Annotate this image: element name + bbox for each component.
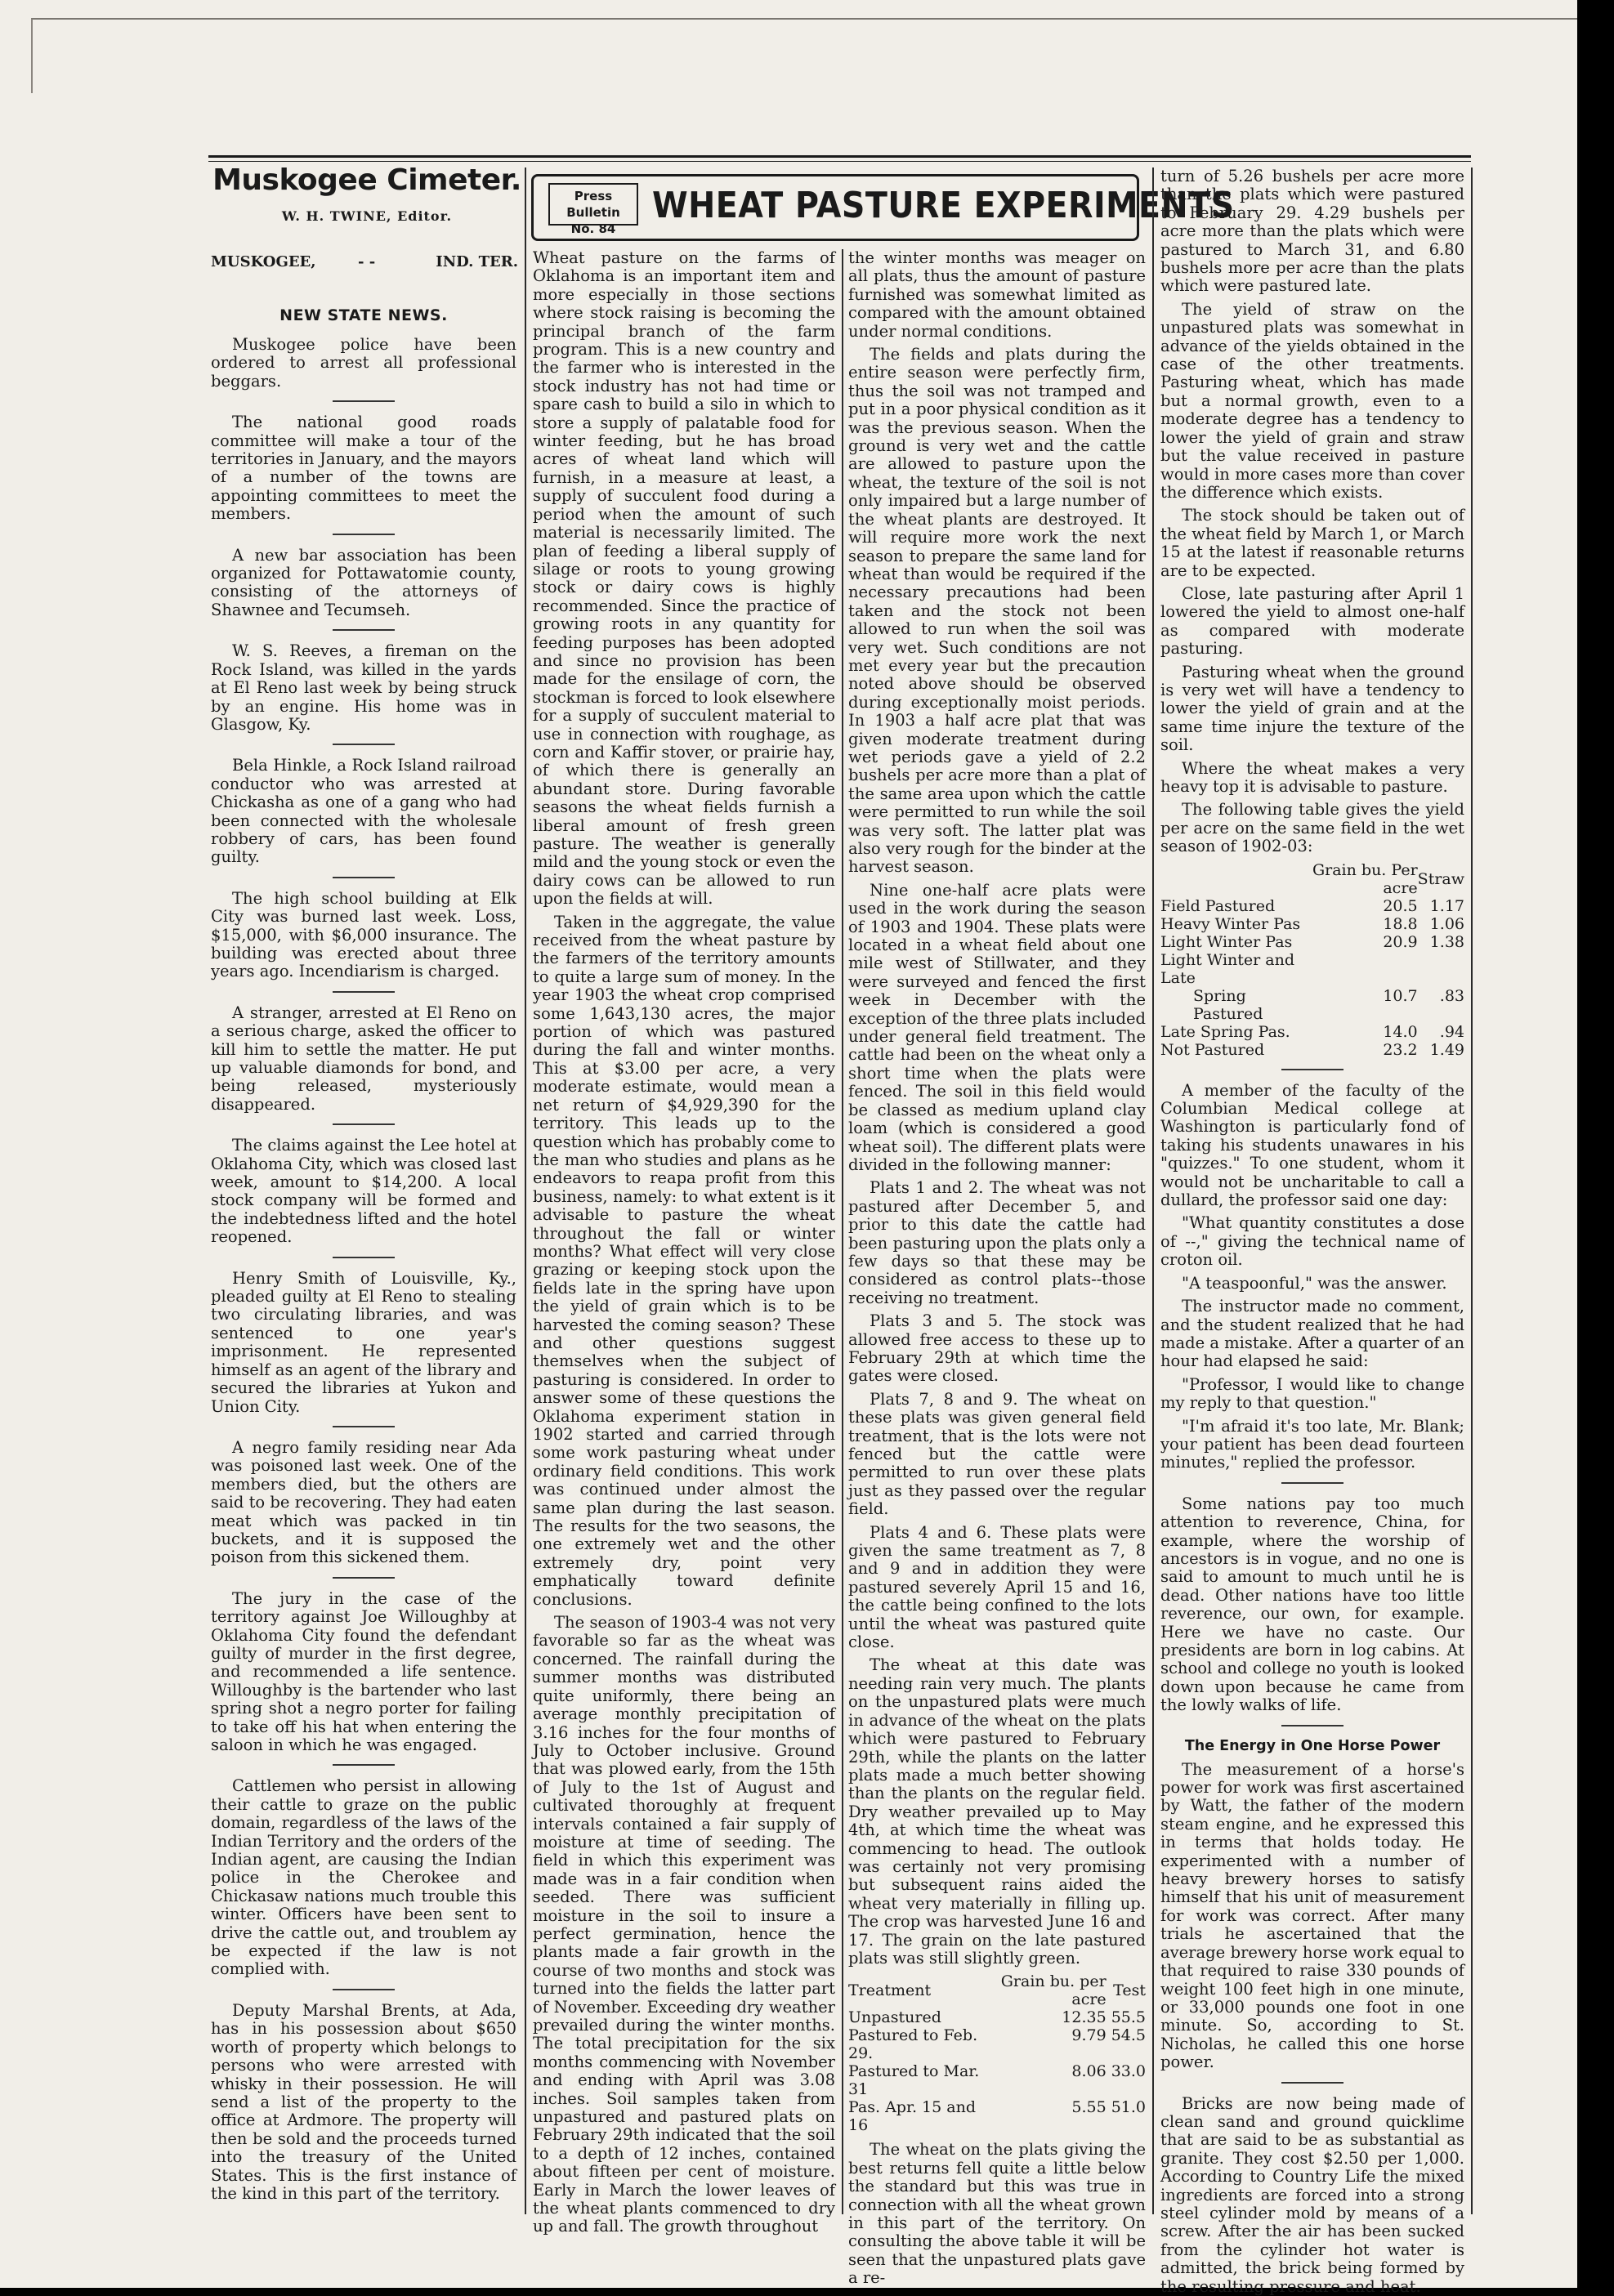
- table-header: Treatment: [848, 1981, 932, 2000]
- article-paragraph: The fields and plats during the entire season were perfectly firm, thus the soil was not tramped and put in a poor physical condition as it was the previous season. When the ground is very wet and the cattle are allowed to pasture upon the wheat, the texture of the soil is not only impaired but a large number of the wheat plants are destroyed. It will require more work the next season to prepare the same land for wheat than would be required if the necessary precautions had been taken and the stock not been allowed to run when the soil was very wet. Such conditions are not met every year but the precaution noted above should be observed during exceptionally moist periods. In 1903 a half acre plat that was given moderate treatment during wet periods gave a yield of 2.2 bushels per acre more than a plat of the same area upon which the cattle were permitted to run while the soil was very soft. The latter plat was also very rough for the binder at the harvest season.: [848, 345, 1146, 877]
- column-rule-4: [1471, 168, 1473, 2214]
- article-paragraph: Taken in the aggregate, the value received from the wheat pasture by the farmers of the territory amounts to quite a large sum of money. In the year 1903 the wheat crop comprised some 1,643,130 acres, the major portion of which was pastured during the fall and winter months. This at $3.00 per acre, a very moderate estimate, would mean a net return of $4,929,390 for the territory. This leads up to the question which has probably come to the man who studies and plans as he endeavors to reapa profit from this business, namely: to what extent is it advisable to pasture the wheat throughout the fall or winter months? What effect will very close grazing or keeping stock upon the fields late in the spring have upon the yield of grain which is to be harvested the coming season? These and other questions suggest themselves when the subject of pasturing is considered. In order to answer some of these questions the Oklahoma experiment station in 1902 started and carried through some work pasturing wheat under ordinary field conditions. This work was continued under almost the same plan during the last season. The results for the two seasons, the one extremely wet and the other extremely dry, point very emphatically toward definite conclusions.: [533, 912, 835, 1609]
- article-banner: [531, 174, 1235, 241]
- table-cell: 51.0: [1111, 2098, 1146, 2117]
- table-row: [1160, 897, 1464, 915]
- table-header: Test: [1113, 1981, 1146, 2000]
- article-paragraph: "I'm afraid it's too late, Mr. Blank; your patient has been dead fourteen minutes," replied the professor.: [1160, 1416, 1464, 1472]
- bulletin-line1: Press Bulletin: [566, 189, 620, 220]
- top-rule: [208, 155, 1471, 158]
- article-paragraph: Plats 4 and 6. These plats were given the same treatment as 7, 8 and 9 and in addition they were pastured severely April 15 and 16, the cattle being confined to the lots until the wheat was pastured quite close.: [848, 1522, 1146, 1652]
- news-item: The jury in the case of the territory against Joe Willoughby at Oklahoma City found the defendant guilty of murder in the first degree, and recommended a life sentence. Willoughby is the bartender who last spring shot a negro porter for failing to take off his hat when entering the saloon in which he was engaged.: [211, 1588, 516, 1754]
- masthead-editor: W. H. TWINE, Editor.: [281, 208, 453, 224]
- masthead: [211, 163, 523, 224]
- table-cell: 12.35: [1062, 2008, 1107, 2027]
- table-cell: [1309, 951, 1418, 987]
- article-column-1: [533, 248, 835, 2236]
- article-paragraph: Nine one-half acre plats were used in the work during the season of 1903 and 1904. These plats were located in a wheat field about one mile west of Stillwater, and they were surveyed and fenced the first week in December with the exception of the three plats included under general field treatment. The cattle had been on the wheat only a short time when the plats were fenced. The soil in this field would be classed as medium upland clay loam (which is considered a good wheat soil). The different plats were divided in the following manner:: [848, 880, 1146, 1174]
- article-title: WHEAT PASTURE EXPERIMENTS: [652, 185, 1235, 226]
- press-bulletin-box: [548, 183, 638, 236]
- table-cell: Field Pastured: [1160, 896, 1276, 915]
- table-header-row: [1160, 861, 1464, 897]
- table-row: [1160, 1023, 1464, 1041]
- table-cell: 1.06: [1429, 914, 1464, 933]
- separator: [333, 1257, 395, 1258]
- table-row: [1160, 1041, 1464, 1059]
- table-cell: 20.9: [1383, 932, 1418, 951]
- table-cell: .94: [1439, 1022, 1464, 1041]
- dateline-territory: IND. TER.: [436, 253, 518, 270]
- table-row: [848, 2008, 1146, 2026]
- results-table-1903-body: [848, 2008, 1146, 2134]
- table-cell: Light Winter Pas: [1160, 932, 1293, 951]
- news-item: A negro family residing near Ada was poisoned last week. One of the members died, but the others are said to be recovering. They had eaten meat which was packed in tin buckets, and it is supposed the poison from this sickened them.: [211, 1437, 516, 1567]
- table-cell: .83: [1439, 986, 1464, 1005]
- article-col2-paragraphs: [848, 249, 1146, 1968]
- article-paragraph: Wheat pasture on the farms of Oklahoma is an important item and more especially in those sections where stock raising is becoming the principal branch of the farm program. This is a new country and the farmer who is interested in the stock industry has not had time or spare cash to build a silo in which to store a supply of palatable food for winter feeding, but he has broad acres of wheat land which will furnish, in a measure at least, a supply of succulent food during a period when the amount of such material is necessarily limited. The plan of feeding a liberal supply of silage or roots to young growing stock or dairy cows is highly recommended. Since the practice of growing roots in any quantity for feeding purposes has been adopted and since no provision has been made for the ensilage of corn, the stockman is forced to look elsewhere for a supply of succulent material to use in connection with roughage, as corn and Kaffir stover, or prairie hay, of which there is generally an abundant store. During favorable seasons the wheat fields furnish a liberal amount of fresh green pasture. The weather is generally mild and the young stock or even the dairy cows can be allowed to run upon the fields at will.: [533, 248, 835, 909]
- table-cell: 23.2: [1383, 1040, 1418, 1059]
- article-paragraph: Close, late pasturing after April 1 lowered the yield to almost one-half as compared with moderate pasturing.: [1160, 583, 1464, 659]
- article-paragraph: The instructor made no comment, and the student realized that he had made a mistake. After a quarter of an hour had elapsed he said:: [1160, 1297, 1465, 1371]
- article-paragraph: The wheat on the plats giving the best returns fell quite a little below the standard but this was true in connection with all the wheat grown in this part of the territory. On consulting the above table it will be seen that the unpastured plats gave a re-: [848, 2140, 1146, 2288]
- table-row: [848, 2026, 1146, 2062]
- separator: [333, 1989, 395, 1990]
- news-item: Deputy Marshal Brents, at Ada, has in his possession about $650 worth of property which belongs to persons who were arrested with whisky in their possession. He will send a list of the property to the office at Ardmore. The property will then be sold and the proceeds turned into the treasury of the United States. This is the first instance of the kind in this part of the territory.: [211, 2000, 516, 2203]
- table-cell: 5.55: [1071, 2098, 1107, 2117]
- article-paragraph: Plats 3 and 5. The stock was allowed free access to these up to February 29th at which time the gates were closed.: [848, 1311, 1146, 1386]
- article-col3-paragraphs: [1160, 168, 1464, 856]
- table-cell: Unpastured: [848, 2008, 941, 2027]
- table-cell: 1.17: [1429, 896, 1464, 915]
- table-cell: 1.38: [1429, 932, 1464, 951]
- table-row: [848, 2098, 1146, 2134]
- separator: [1281, 2082, 1344, 2084]
- separator: [333, 534, 395, 535]
- table-cell: 1.49: [1429, 1040, 1464, 1059]
- news-item: A stranger, arrested at El Reno on a serious charge, asked the officer to kill him to settle the matter. He put up valuable diamonds for bond, and being released, mysteriously disappeared.: [211, 1003, 516, 1114]
- energy-heading: The Energy in One Horse Power: [1184, 1737, 1441, 1754]
- table-cell: 10.7: [1383, 986, 1418, 1005]
- separator: [333, 1764, 395, 1766]
- table-header: Grain bu. Per acre: [1312, 860, 1418, 897]
- separator: [333, 1577, 395, 1579]
- table-cell: 33.0: [1111, 2062, 1146, 2081]
- separator: [333, 400, 395, 402]
- masthead-title: Muskogee Cimeter.: [212, 163, 521, 197]
- article-paragraph: "What quantity constitutes a dose of --," giving the technical name of croton oil.: [1160, 1213, 1464, 1270]
- separator: [333, 1123, 395, 1125]
- table-cell: 55.5: [1111, 2008, 1146, 2027]
- table-header-row: [848, 1972, 1146, 2008]
- column-rule-3: [1152, 168, 1154, 2214]
- news-item: The high school building at Elk City was burned last week. Loss, $15,000, with $6,000 insurance. The building was erected about three years ago. Incendiarism is charged.: [211, 888, 516, 981]
- dateline-dots: - -: [358, 253, 376, 270]
- results-table-1902: [1160, 861, 1464, 1059]
- article-paragraph: A member of the faculty of the Columbian Medical college at Washington is particularly fond of taking his students unawares in his "quizzes." To one student, whom it would not be uncharitable to call a dullard, the professor said one day:: [1160, 1080, 1464, 1210]
- news-item: The claims against the Lee hotel at Oklahoma City, which was closed last week, amount to $14,200. A local stock company will be formed and the indebtedness lifted and the hotel reopened.: [211, 1136, 516, 1247]
- article-paragraph: "A teaspoonful," was the answer.: [1182, 1273, 1447, 1293]
- separator: [1281, 1482, 1344, 1484]
- article-paragraph: the winter months was meager on all plats, thus the amount of pasture furnished was somewhat limited as compared with the amount obtained under normal conditions.: [848, 248, 1146, 341]
- article-paragraph: Plats 7, 8 and 9. The wheat on these plats was given general field treatment, that is the lots were not fenced but the cattle were permitted to run over these plats just as they passed over the regular field.: [848, 1389, 1146, 1519]
- news-item: Cattlemen who persist in allowing their cattle to graze on the public domain, regardless of the laws of the Indian Territory and the orders of the Indian agent, are causing the Indian police in the Cherokee and Chickasaw nations much trouble this winter. Officers have been sent to drive the cattle out, and troublem ay be expected if the law is not complied with.: [211, 1776, 516, 1979]
- table-row: [1160, 951, 1464, 987]
- column-rule-2: [842, 249, 843, 2214]
- separator: [333, 629, 395, 631]
- news-heading: NEW STATE NEWS.: [279, 306, 448, 324]
- results-table-1902-body: [1160, 897, 1464, 1059]
- results-table-1903: [848, 1972, 1146, 2134]
- table-cell: Late Spring Pas.: [1160, 1022, 1290, 1041]
- article-paragraph: "Professor, I would like to change my reply to that question.": [1160, 1374, 1464, 1413]
- table-cell: Light Winter and Late: [1160, 950, 1295, 987]
- energy-paragraph: The measurement of a horse's power for work was first ascertained by Watt, the father of the modern steam engine, and he expressed this in terms that holds today. He experimented with a number of heavy brewery horses to satisfy himself that his unit of measurement for work was correct. After many trials he ascertained that the average brewery horse work equal to that required to raise 330 pounds of weight 100 feet high in one minute, or 33,000 pounds one foot in one minute. So, according to St. Nicholas, he called this one horse power.: [1160, 1759, 1464, 2072]
- table-cell: Heavy Winter Pas: [1160, 914, 1301, 933]
- article-column-2: [848, 248, 1146, 2288]
- table-cell: 8.06: [1071, 2062, 1107, 2081]
- table-header: [1160, 861, 1309, 897]
- article-column-3: [1160, 167, 1465, 2296]
- article-paragraph: The stock should be taken out of the wheat field by March 1, or March 15 at the latest if reasonable returns are to be expected.: [1160, 506, 1464, 580]
- anecdote-paragraphs: [1160, 1082, 1464, 1472]
- separator: [333, 991, 395, 993]
- table-cell: 14.0: [1383, 1022, 1418, 1041]
- article-paragraph: The yield of straw on the unpastured plats was somewhat in advance of the yields obtained in the case of the other treatments. Pasturing wheat, which has made but a normal growth, even to a moderate degree has a tendency to lower the yield of grain and straw but the value received in pasture would in more cases more than cover the difference which exists.: [1160, 299, 1464, 502]
- news-item: A new bar association has been organized for Pottawatomie county, consisting of the attorneys of Shawnee and Tecumseh.: [211, 545, 516, 619]
- separator: [1281, 1725, 1344, 1726]
- top-rule-thin: [208, 161, 1471, 162]
- news-items: [211, 336, 516, 2203]
- article-paragraph: The wheat at this date was needing rain very much. The plants on the unpastured plats were much in advance of the wheat on the plats which were pastured to February 29th, while the plants on the latter plats made a much better showing than the plants on the regular field. Dry weather prevailed up to May 4th, at which time the wheat was commencing to head. The outlook was certainly not very promising but subsequent rains aided the wheat very materially in filling up. The crop was harvested June 16 and 17. The grain on the late pastured plats was still slightly green.: [848, 1655, 1146, 1968]
- table-cell: Pas. Apr. 15 and 16: [848, 2098, 976, 2135]
- separator: [1281, 1069, 1344, 1070]
- separator: [333, 744, 395, 745]
- article-paragraph: The season of 1903-4 was not very favorable so far as the wheat was concerned. The rainfall during the summer months was distributed quite uniformly, there being an average monthly precipitation of 3.16 inches for the four months of July to October inclusive. Ground that was plowed early, from the 15th of July to the 1st of August and cultivated thoroughly at frequent intervals contained a fair supply of moisture at time of seeding. The field in which this experiment was made was in a fair condition when seeded. There was sufficient moisture in the soil to insure a perfect germination, hence the plants made a fair growth in the course of two months and stock was turned into the fields the latter part of November. Exceeding dry weather prevailed during the winter months. The total precipitation for the six months commencing with November and ending with April was 3.08 inches. Soil samples taken from unpastured and pastured plats on February 29th indicated that the soil to a depth of 12 inches, contained about fifteen per cent of moisture. Early in March the lower leaves of the wheat plants commenced to dry up and fall. The growth throughout: [533, 1613, 835, 2236]
- news-item: W. S. Reeves, a fireman on the Rock Island, was killed in the yards at El Reno last week by being struck by an engine. His home was in Glasgow, Ky.: [211, 641, 516, 734]
- separator: [333, 877, 395, 878]
- table-cell: [1418, 951, 1464, 987]
- article-paragraph: Pasturing wheat when the ground is very wet will have a tendency to lower the yield of grain and at the same time injure the texture of the soil.: [1160, 662, 1464, 755]
- news-item: Bela Hinkle, a Rock Island railroad conductor who was arrested at Chickasha as one of a gang who had been connected with the wholesale robbery of cars, has been found guilty.: [211, 756, 516, 867]
- table-header: Straw: [1417, 869, 1464, 888]
- article-paragraph: The following table gives the yield per acre on the same field in the wet season of 1902-03:: [1160, 800, 1464, 856]
- news-item: Henry Smith of Louisville, Ky., pleaded guilty at El Reno to stealing two circulating libraries, and was sentenced to one year's imprisonment. He represented himself as an agent of the library and secured the libraries at Yukon and Union City.: [211, 1268, 516, 1416]
- separator: [333, 1426, 395, 1427]
- table-cell: 20.5: [1383, 896, 1418, 915]
- bulletin-line2: No. 84: [570, 221, 616, 236]
- table-cell: Not Pastured: [1160, 1040, 1265, 1059]
- news-item: Muskogee police have been ordered to arrest all professional beggars.: [211, 335, 516, 391]
- bricks-paragraph: Bricks are now being made of clean sand and ground quicklime that are said to be as substantial as granite. They cost $2.50 per 1,000. According to Country Life the mixed ingredients are forced into a strong steel cylinder mold by means of a screw. After the air has been sucked from the cylinder hot water is admitted, the brick being formed by the resulting pressure and heat.: [1160, 2093, 1464, 2296]
- article-col1-paragraphs: [533, 249, 835, 2236]
- table-row: [1160, 915, 1464, 933]
- table-row: [1160, 987, 1464, 1023]
- news-column: [211, 306, 516, 2218]
- table-cell: 54.5: [1111, 2026, 1146, 2045]
- table-cell: 9.79: [1071, 2026, 1107, 2045]
- table-row: [1160, 933, 1464, 951]
- table-cell: Pastured to Mar. 31: [848, 2062, 980, 2099]
- article-paragraph: turn of 5.26 bushels per acre more than the plats which were pastured to February 29. 4.29 bushels per acre more than the plats which were pastured to March 31, and 6.80 bushels more per acre than the plats which were pastured late.: [1160, 167, 1464, 296]
- dateline-place: MUSKOGEE,: [211, 253, 316, 270]
- news-item: The national good roads committee will make a tour of the territories in January, and the mayors of a number of the towns are appointing committees to meet the members.: [211, 413, 516, 524]
- article-paragraph: Where the wheat makes a very heavy top it is advisable to pasture.: [1160, 758, 1464, 796]
- table-cell: Spring Pastured: [1193, 986, 1263, 1023]
- table-cell: Pastured to Feb. 29.: [848, 2026, 978, 2063]
- column-rule-1: [525, 168, 526, 2214]
- table-row: [848, 2062, 1146, 2098]
- table-header: Grain bu. per acre: [1000, 1972, 1107, 2009]
- table-cell: 18.8: [1383, 914, 1418, 933]
- reverence-paragraph: Some nations pay too much attention to reverence, China, for example, where the worship of ancestors is in vogue, and no one is said to amount to much until he is dead. Other nations have too little reverence, our own, for example. Here we have no caste. Our presidents are born in log cabins. At school and college no youth is looked down upon because he came from the lowly walks of life.: [1160, 1494, 1464, 1715]
- article-paragraph: Plats 1 and 2. The wheat was not pastured after December 5, and prior to this date the cattle had been pasturing upon the plats only a few days so that these may be considered as control plats--those receiving no treatment.: [848, 1178, 1146, 1307]
